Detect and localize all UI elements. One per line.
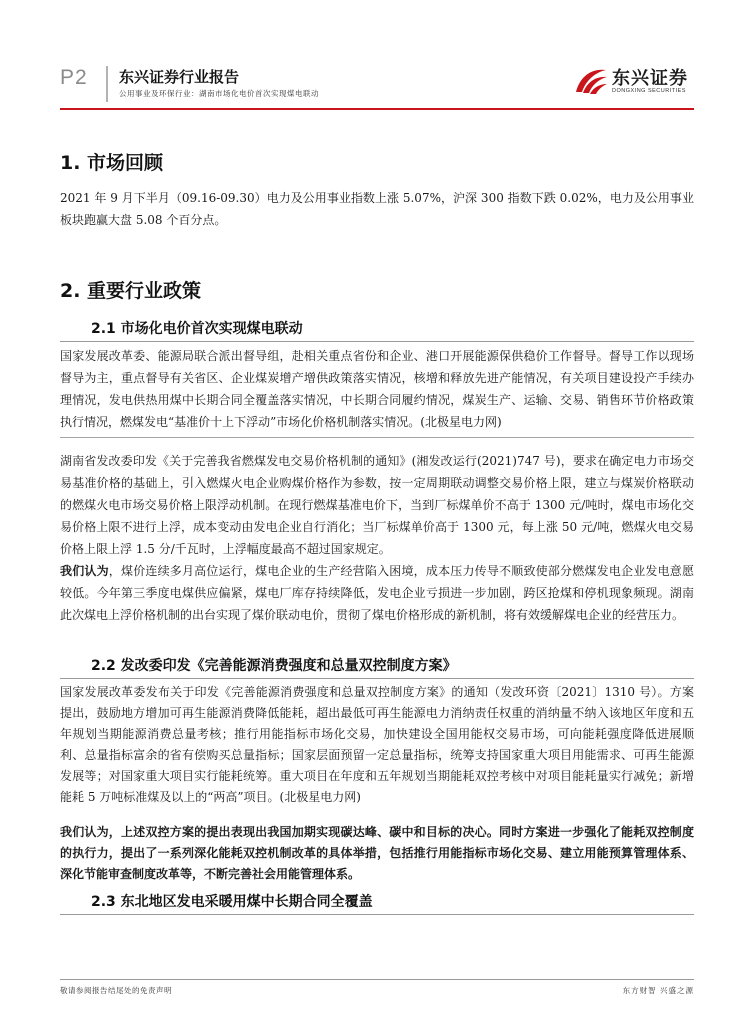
section-2-1-rule (60, 341, 694, 342)
section-1-body: 2021 年 9 月下半月（09.16-09.30）电力及公用事业指数上涨 5.07%，沪深 300 指数下跌 0.02%，电力及公用事业板块跑赢大盘 5.08 个百分点。 (60, 191, 694, 227)
opinion-lead: 我们认为 (60, 564, 109, 578)
section-1-title: 1. 市场回顾 (60, 152, 164, 174)
report-subtitle: 公用事业及环保行业：湖南市场化电价首次实现煤电联动 (119, 89, 319, 98)
section-2-1-para-3 (60, 560, 694, 626)
report-title: 东兴证券行业报告 (119, 68, 240, 86)
section-2-3-rule (60, 914, 694, 915)
opinion-text: ，煤价连续多月高位运行，煤电企业的生产经营陷入困境，成本压力传导不顺致使部分燃煤发电企业发电意愿较低。今年第三季度电煤供应偏紧，煤电厂库存持续降低，发电企业亏损进一步加剧，跨区抢煤和停机现象频现。湖南此次煤电上浮价格机制的出台实现了煤价联动电价，贯彻了煤电价格形成的新机制，将有效缓解煤电企业的经营压力。 (60, 564, 694, 622)
footer-rule (60, 979, 694, 980)
section-2-2-para-1: 国家发展改革委发布关于印发《完善能源消费强度和总量双控制度方案》的通知（发改环资〔2021〕1310 号）。方案提出，鼓励地方增加可再生能源消费降低能耗，超出最低可再生能源电力消纳责任权重的消纳量不纳入该地区年度和五年规划当期能源消费总量考核；推行用能指标市场化交易，加快建设全国用能权交易市场，可向能耗强度降低进展顺利、总量指标富余的省有偿购买总量指标；国家层面预留一定总量指标，统筹支持国家重大项目用能需求、可再生能源发展等；对国家重大项目实行能耗统筹。重大项目在年度和五年规划当期能耗双控考核中对项目能耗量实行减免；新增能耗 5 万吨标准煤及以上的“两高”项目。(北极星电力网) (60, 685, 694, 804)
section-2-1-title: 2.1 市场化电价首次实现煤电联动 (91, 321, 303, 337)
footer-disclaimer: 敬请参阅报告结尾处的免责声明 (60, 986, 172, 995)
section-2-title: 2. 重要行业政策 (60, 280, 202, 302)
logo-text-cn: 东兴证券 (612, 68, 688, 89)
section-2-2-title: 2.2 发改委印发《完善能源消费强度和总量双控制度方案》 (91, 658, 457, 674)
header-rule (60, 108, 694, 110)
company-logo (574, 62, 692, 102)
page-number: P2 (60, 66, 88, 89)
section-2-3-title: 2.3 东北地区发电采暖用煤中长期合同全覆盖 (91, 894, 373, 910)
section-2-2-rule (60, 678, 694, 679)
source-divider (60, 437, 694, 438)
logo-text-en: DONGXING SECURITIES (612, 88, 686, 94)
section-2-2-para-2: 我们认为，上述双控方案的提出表现出我国加期实现碳达峰、碳中和目标的决心。同时方案进一步强化了能耗双控制度的执行力，提出了一系列深化能耗双控机制改革的具体举措，包括推行用能指标市场化交易、建立用能预算管理体系、深化节能审查制度改革等，不断完善社会用能管理体系。 (60, 825, 694, 881)
logo-mark-icon (574, 64, 608, 96)
header-divider (106, 66, 108, 102)
section-2-1-para-1: 国家发展改革委、能源局联合派出督导组，赴相关重点省份和企业、港口开展能源保供稳价工作督导。督导工作以现场督导为主，重点督导有关省区、企业煤炭增产增供政策落实情况，核增和释放先进产能情况，有关项目建设投产手续办理情况，发电供热用煤中长期合同全覆盖落实情况，中长期合同履约情况，煤炭生产、运输、交易、销售环节价格政策执行情况，燃煤发电“基准价十上下浮动”市场化价格机制落实情况。(北极星电力网) (60, 349, 694, 429)
section-2-1-para-2: 湖南省发改委印发《关于完善我省燃煤发电交易价格机制的通知》(湘发改运行(2021)747 号)，要求在确定电力市场交易基准价格的基础上，引入燃煤火电企业购煤价格作为参数，按一定周期联动调整交易价格上限，建立与煤炭价格联动的燃煤火电市场交易价格上限浮动机制。在现行燃煤基准电价下，当到厂标煤单价不高于 1300 元/吨时，煤电市场化交易价格上限不进行上浮，成本变动由发电企业自行消化；当厂标煤单价高于 1300 元，每上涨 50 元/吨，燃煤火电交易价格上限上浮 1.5 分/千瓦时，上浮幅度最高不超过国家规定。 (60, 454, 694, 556)
footer-slogan: 东方财智 兴盛之源 (622, 986, 694, 995)
